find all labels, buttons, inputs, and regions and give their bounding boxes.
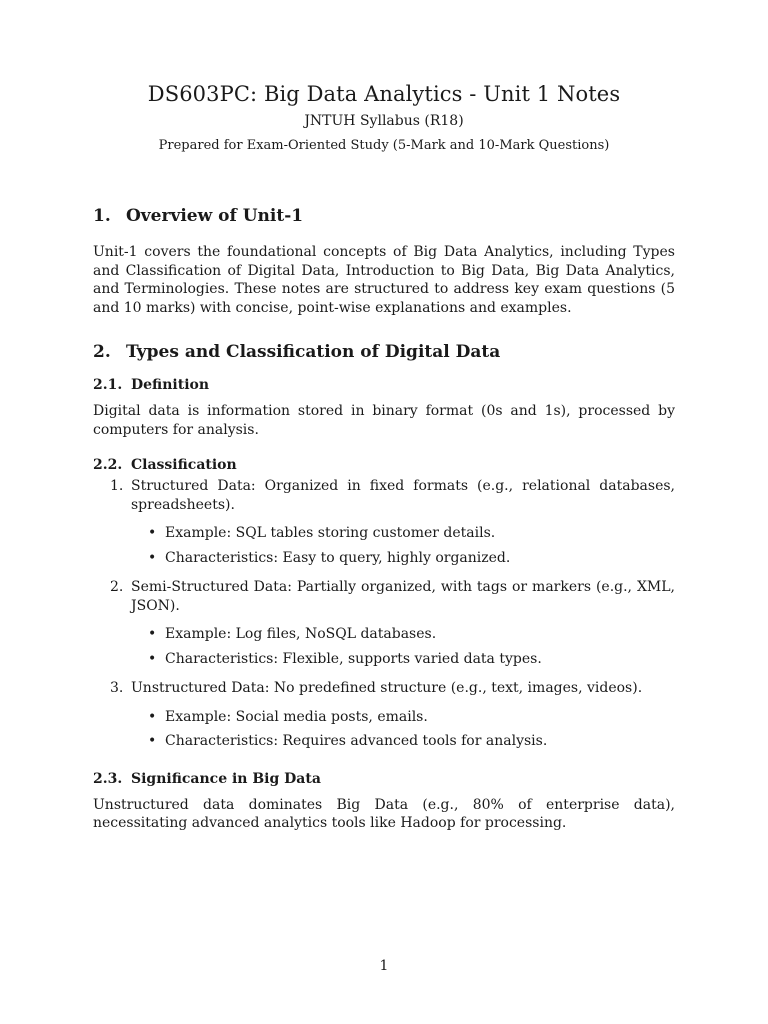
subsection-number: 2.3. [93,770,123,787]
list-item-text: Structured Data: Organized in fixed formats (e.g., relational databases, spreadsheets). [131,478,675,513]
bullet-icon: • [148,708,157,725]
document-subtitle: JNTUH Syllabus (R18) [304,113,464,129]
bullet-icon: • [148,549,157,566]
bullet-item [131,650,675,669]
section-title-text: Overview of Unit-1 [126,206,304,226]
list-item-text: Unstructured Data: No predefined structure (e.g., text, images, videos). [131,680,643,696]
section-heading-digital-data [93,342,675,362]
section-number: 1. [93,206,111,226]
subsection-title-text: Significance in Big Data [131,770,321,787]
list-item [93,477,675,567]
page-number: 1 [379,958,389,974]
subsection-heading-classification [93,457,675,473]
bullet-list [131,524,675,567]
classification-list [93,477,675,751]
bullet-item [131,524,675,543]
subsection-title-text: Classification [131,457,237,473]
section-number: 2. [93,342,111,362]
bullet-icon: • [148,525,157,541]
bullet-list [131,625,675,668]
subsection-number: 2.2. [93,457,123,473]
bullet-item [131,732,675,751]
prepared-note: Prepared for Exam-Oriented Study (5-Mark and 10-Mark Questions) [158,138,610,153]
subsection-title-text: Definition [131,377,210,393]
bullet-text: Example: Log files, NoSQL databases. [165,626,437,642]
bullet-text: Characteristics: Requires advanced tools for analysis. [165,733,548,749]
bullet-icon: • [148,626,157,642]
section-title-text: Types and Classification of Digital Data [126,342,501,362]
bullet-text: Example: SQL tables storing customer details. [165,525,496,541]
subsection-number: 2.1. [93,377,123,393]
list-item [93,578,675,668]
bullet-text: Characteristics: Easy to query, highly organized. [165,549,511,566]
list-item-number: 2. [110,579,124,595]
bullet-item [131,708,675,727]
bullet-text: Characteristics: Flexible, supports varied data types. [165,650,542,667]
subsection-heading-significance [93,771,675,787]
bullet-icon: • [148,733,157,749]
list-item [93,679,675,751]
list-item-text: Semi-Structured Data: Partially organized, with tags or markers (e.g., XML, JSON). [131,579,675,614]
list-item-number: 3. [110,680,124,696]
definition-paragraph: Digital data is information stored in binary format (0s and 1s), processed by computers for analysis. [93,403,675,438]
bullet-icon: • [148,650,157,667]
bullet-list [131,708,675,751]
bullet-text: Example: Social media posts, emails. [165,708,428,725]
list-item-number: 1. [110,478,124,494]
document-body [93,206,675,833]
subsection-heading-definition [93,377,675,393]
document-title: DS603PC: Big Data Analytics - Unit 1 Notes [147,82,621,106]
overview-paragraph: Unit-1 covers the foundational concepts of Big Data Analytics, including Types and Classification of Digital Data, Introduction to Big Data, Big Data Analytics, and Terminologies. These notes are structured to address key exam questions (5 and 10 marks) with concise, point-wise explanations and examples. [93,244,675,316]
bullet-item [131,625,675,644]
bullet-item [131,549,675,568]
significance-paragraph: Unstructured data dominates Big Data (e.g., 80% of enterprise data), necessitating advanced analytics tools like Hadoop for processing. [93,796,675,831]
section-heading-overview [93,206,675,226]
